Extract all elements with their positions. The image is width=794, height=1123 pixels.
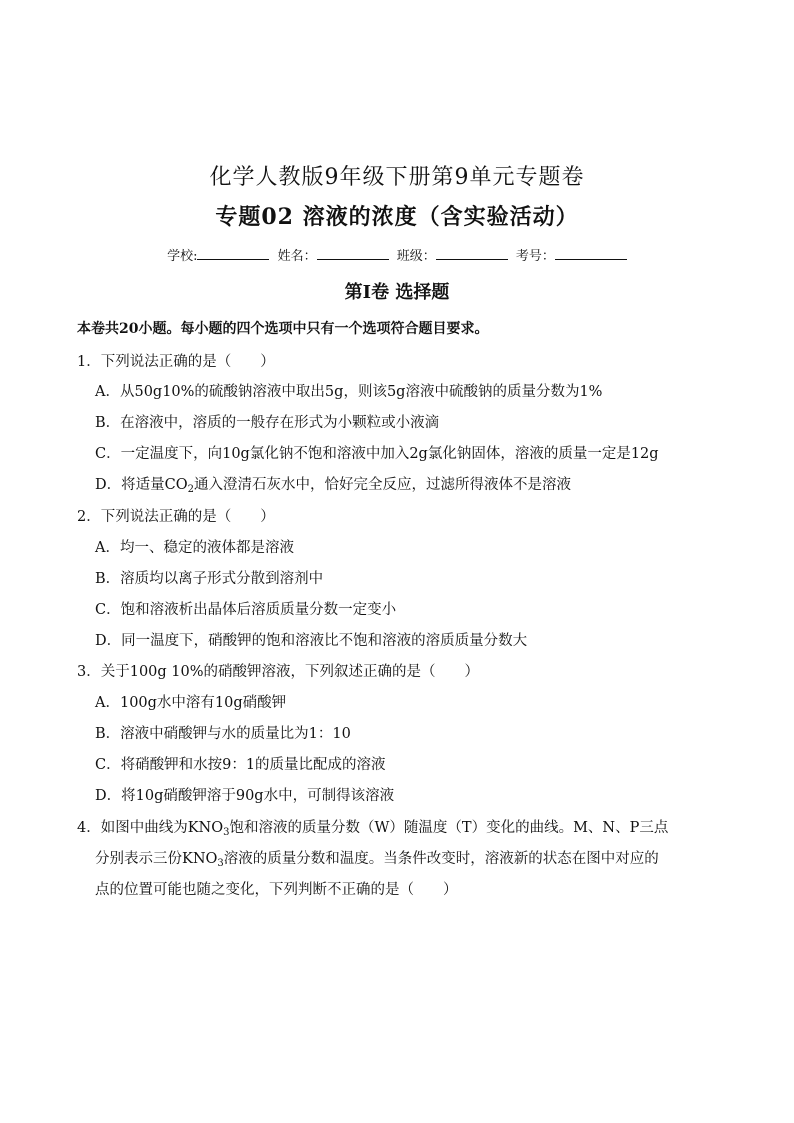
question-3-option-b: B．溶液中硝酸钾与水的质量比为1：10 — [95, 726, 351, 742]
school-blank — [197, 247, 269, 260]
exam-title: 化学人教版9年级下册第9单元专题卷 — [209, 165, 585, 190]
question-3-option-d: D．将10g硝酸钾溶于90g水中，可制得该溶液 — [95, 788, 395, 804]
question-2-option-b: B．溶质均以离子形式分散到溶剂中 — [95, 571, 324, 587]
question-1-option-b: B．在溶液中，溶质的一般存在形式为小颗粒或小液滴 — [95, 415, 440, 431]
exam-subtitle: 专题02 溶液的浓度（含实验活动） — [215, 204, 579, 230]
exam-number-label: 考号： — [515, 249, 555, 264]
question-3-stem: 3．关于100g 10%的硝酸钾溶液，下列叙述正确的是（ ） — [77, 664, 480, 680]
question-2-stem: 2．下列说法正确的是（ ） — [77, 509, 275, 525]
name-label: 姓名： — [277, 249, 317, 264]
question-2-option-d: D．同一温度下，硝酸钾的饱和溶液比不饱和溶液的溶质质量分数大 — [95, 633, 528, 649]
question-4-stem-line-2: 分别表示三份$KNO_3$溶液的质量分数和温度。当条件改变时，溶液新的状态在图中对应的 — [95, 851, 659, 869]
exam-number-blank — [555, 247, 627, 260]
question-1-option-a: A．从50g10%的硫酸钠溶液中取出5g，则该5g溶液中硫酸钠的质量分数为1% — [95, 384, 603, 400]
name-blank — [317, 247, 389, 260]
question-2-option-a: A．均一、稳定的液体都是溶液 — [95, 540, 294, 556]
school-label: 学校: — [167, 249, 198, 264]
section-title: 第Ⅰ卷 选择题 — [344, 282, 450, 303]
question-3-option-c: C．将硝酸钾和水按9：1的质量比配成的溶液 — [95, 757, 386, 773]
class-blank — [436, 247, 508, 260]
question-1-option-d: D．将适量$CO_2$通入澄清石灰水中，恰好完全反应，过滤所得液体不是溶液 — [95, 477, 571, 495]
question-4-stem-line-1: 4．如图中曲线为$KNO_3$饱和溶液的质量分数（W）随温度（T）变化的曲线。M、N、P三点 — [77, 820, 669, 838]
student-info-line — [0, 245, 794, 264]
question-2-option-c: C．饱和溶液析出晶体后溶质质量分数一定变小 — [95, 602, 397, 618]
question-1-option-c: C．一定温度下，向10g氯化钠不饱和溶液中加入2g氯化钠固体，溶液的质量一定是12g — [95, 446, 659, 462]
question-4-stem-line-3: 点的位置可能也随之变化，下列判断不正确的是（ ） — [95, 882, 458, 898]
question-3-option-a: A．100g水中溶有10g硝酸钾 — [95, 695, 287, 711]
class-label: 班级： — [396, 249, 436, 264]
section-instruction: 本卷共20小题。每小题的四个选项中只有一个选项符合题目要求。 — [77, 321, 489, 337]
question-1-stem: 1．下列说法正确的是（ ） — [77, 354, 275, 370]
